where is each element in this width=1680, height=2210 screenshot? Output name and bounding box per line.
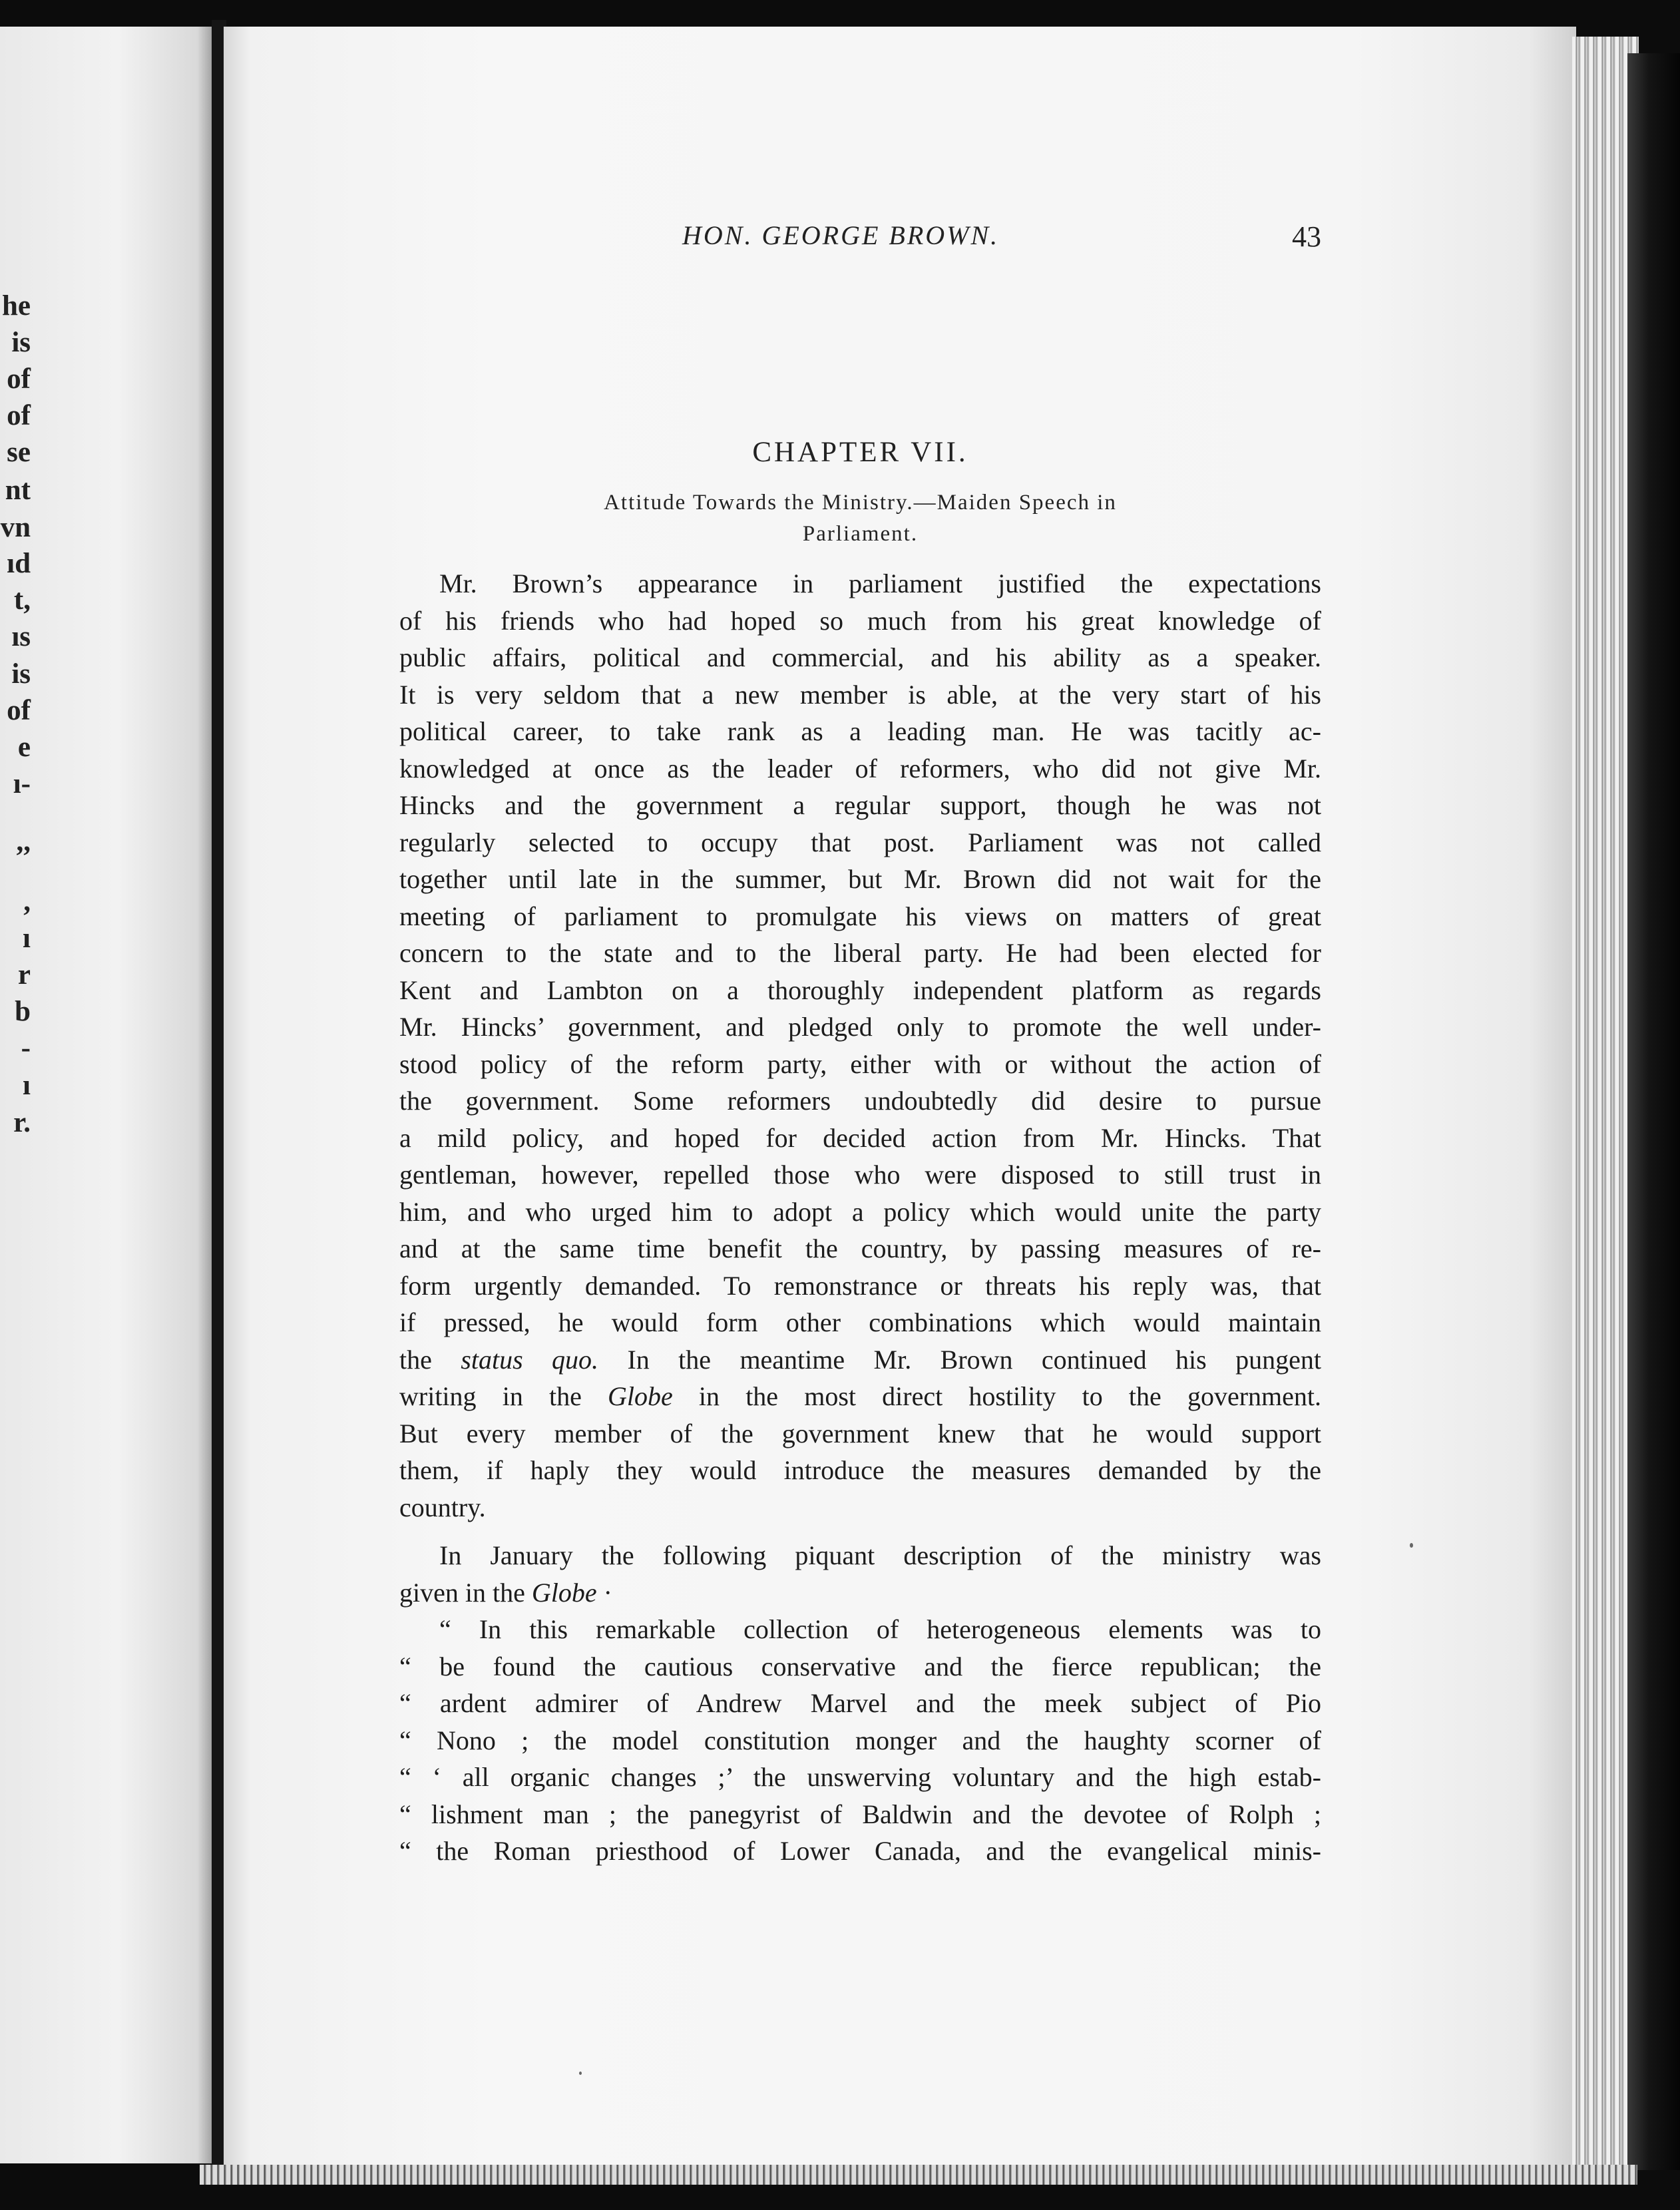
italic-phrase: status quo. [461, 1344, 599, 1375]
text-line: knowledged at once as the leader of reformers, who did not give Mr. [399, 753, 1321, 783]
left-page-text-fragment: - [21, 1032, 31, 1064]
left-page-text-fragment: b [15, 996, 31, 1027]
text-line: political career, to take rank as a leading man. He was tacitly ac- [399, 716, 1321, 746]
text-run: given in the [399, 1577, 532, 1608]
left-page-text-fragment: ı [23, 923, 31, 954]
text-line: Hincks and the government a regular support, though he was not [399, 790, 1321, 820]
left-page-text-fragments [0, 27, 40, 2163]
running-head-title: HON. GEORGE BROWN. [682, 220, 1000, 250]
text-line: a mild policy, and hoped for decided action from Mr. Hincks. That [399, 1122, 1321, 1153]
left-page-text-fragment: ıd [7, 548, 31, 579]
block-quote [399, 1611, 1321, 1870]
text-line: concern to the state and to the liberal party. He had been elected for [399, 938, 1321, 968]
left-page-text-fragment: vn [0, 512, 31, 543]
chapter-subtitle-line: Attitude Towards the Ministry.—Maiden Speech in [604, 491, 1117, 515]
book-cover-edge [1627, 53, 1680, 2170]
left-page-text-fragment: r. [13, 1107, 31, 1138]
text-line: Mr. Hincks’ government, and pledged only to promote the well under- [399, 1012, 1321, 1042]
quote-line: “ In this remarkable collection of heterogeneous elements was to [439, 1614, 1321, 1644]
left-page-text-fragment: t, [13, 584, 31, 616]
text-line: Kent and Lambton on a thoroughly independent platform as regards [399, 975, 1321, 1005]
left-page-text-fragment: ıs [11, 621, 31, 652]
quote-line: “ the Roman priesthood of Lower Canada, and the evangelical minis- [399, 1836, 1321, 1866]
text-line: It is very seldom that a new member is able, at the very start of his [399, 679, 1321, 710]
left-page-text-fragment: e [17, 732, 31, 763]
text-line: country. [399, 1492, 486, 1522]
text-line: public affairs, political and commercial, and his ability as a speaker. [399, 642, 1321, 672]
page-number: 43 [1292, 220, 1321, 253]
text-run: in the most direct hostility to the government. [672, 1381, 1322, 1411]
text-line: Mr. Brown’s appearance in parliament justified the expectations [439, 568, 1321, 598]
text-run: the [399, 1344, 461, 1375]
quote-line: “ be found the cautious conservative and the fierce republican; the [399, 1651, 1321, 1681]
text-line: But every member of the government knew that he would support [399, 1418, 1321, 1448]
text-line: In January the following piquant description of the ministry was [439, 1540, 1321, 1570]
text-line: gentleman, however, repelled those who were disposed to still trust in [399, 1160, 1321, 1190]
text-line: together until late in the summer, but Mr. Brown did not wait for the [399, 864, 1321, 894]
chapter-subtitle [399, 487, 1321, 550]
left-page-text-fragment: ı [23, 1070, 31, 1101]
text-line: regularly selected to occupy that post. Parliament was not called [399, 827, 1321, 857]
text-line: meeting of parliament to promulgate his views on matters of great [399, 901, 1321, 931]
running-head [399, 220, 1321, 273]
text-run: In the meantime Mr. Brown continued his pungent [598, 1344, 1322, 1375]
page-bottom-edge [200, 2165, 1637, 2185]
left-page-text-fragment: , [23, 886, 31, 917]
chapter-subtitle-line: Parliament. [802, 522, 919, 546]
left-page-text-fragment: ı- [13, 768, 31, 799]
left-page-text-fragment: is [11, 327, 31, 358]
quote-line: “ Nono ; the model constitution monger and the haughty scorner of [399, 1725, 1321, 1755]
text-line: them, if haply they would introduce the measures demanded by the [399, 1455, 1321, 1485]
quote-line: “ lishment man ; the panegyrist of Baldwin and the devotee of Rolph ; [399, 1799, 1321, 1829]
quote-line: “ ardent admirer of Andrew Marvel and the meek subject of Pio [399, 1688, 1321, 1718]
italic-phrase: Globe [531, 1577, 597, 1608]
chapter-title: CHAPTER VII. [752, 437, 968, 468]
text-run: writing in the [399, 1381, 608, 1411]
left-page-text-fragment: of [7, 400, 31, 431]
scan-speck [1410, 1543, 1413, 1548]
text-line: form urgently demanded. To remonstrance or threats his reply was, that [399, 1270, 1321, 1301]
text-line [399, 1574, 1321, 1612]
left-page-text-fragment: r [17, 959, 31, 991]
text-line: the government. Some reformers undoubtedly did desire to pursue [399, 1086, 1321, 1116]
left-page-text-fragment: nt [5, 475, 31, 506]
text-line: stood policy of the reform party, either with or without the action of [399, 1048, 1321, 1079]
text-line: him, and who urged him to adopt a policy which would unite the party [399, 1196, 1321, 1227]
left-page-text-fragment: he [2, 290, 31, 322]
text-line [399, 1341, 1321, 1379]
italic-phrase: Globe [608, 1381, 673, 1411]
text-line: and at the same time benefit the country, by passing measures of re- [399, 1233, 1321, 1263]
left-page-text-fragment: of [7, 695, 31, 726]
text-line: if pressed, he would form other combinations which would maintain [399, 1307, 1321, 1337]
text-run: · [596, 1577, 612, 1608]
body-paragraph [399, 565, 1321, 1526]
quote-line: “ ‘ all organic changes ;’ the unswerving voluntary and the high estab- [399, 1762, 1321, 1792]
left-page-text-fragment: is [11, 658, 31, 690]
text-line [399, 1378, 1321, 1415]
left-page-text-fragment: ,, [16, 826, 31, 857]
text-line: of his friends who had hoped so much from his great knowledge of [399, 605, 1321, 636]
left-page-text-fragment: se [7, 437, 31, 468]
scan-speck [579, 2072, 582, 2075]
page-text-block [399, 220, 1321, 1870]
body-paragraph [399, 1537, 1321, 1611]
left-page-text-fragment: of [7, 363, 31, 395]
left-page-fragment [0, 27, 214, 2163]
